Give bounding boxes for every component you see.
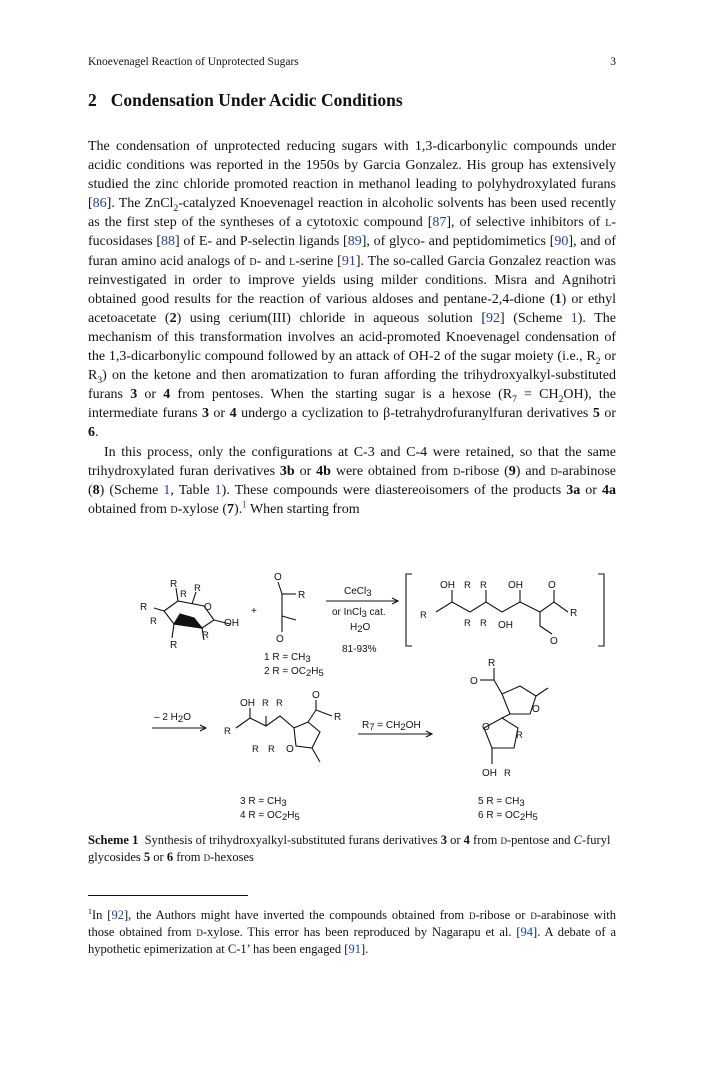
bicycle-label-R6: R bbox=[504, 768, 511, 779]
tetrahydrofuranylfuran-5-6 bbox=[470, 658, 548, 779]
yield-label: 81-93% bbox=[342, 644, 377, 655]
bicycle-furan-O: O bbox=[532, 704, 540, 715]
int-label-R4: R bbox=[464, 580, 471, 591]
citation-94-footnote[interactable]: 94 bbox=[520, 925, 534, 940]
citation-90[interactable]: 90 bbox=[554, 234, 569, 250]
citation-92[interactable]: 92 bbox=[486, 310, 501, 326]
scheme-1-figure bbox=[136, 568, 616, 836]
furan-label-R: R bbox=[334, 712, 342, 723]
citation-91-footnote[interactable]: 91 bbox=[348, 942, 361, 957]
citation-88[interactable]: 88 bbox=[160, 234, 175, 250]
caption-label: Scheme 1 bbox=[88, 833, 139, 847]
bicycle-label-R: R bbox=[488, 658, 496, 669]
int-label-R6: R bbox=[464, 618, 471, 629]
label-R4: R bbox=[170, 640, 178, 651]
compound-2-label: 2 R = OC2H5 bbox=[264, 666, 324, 679]
section-title: Condensation Under Acidic Conditions bbox=[110, 90, 403, 110]
scheme-link[interactable]: 1 bbox=[163, 482, 171, 498]
section-heading bbox=[88, 90, 403, 111]
citation-92-footnote[interactable]: 92 bbox=[111, 908, 124, 923]
citation-89[interactable]: 89 bbox=[347, 234, 362, 250]
furan-carbonyl-O: O bbox=[312, 690, 320, 701]
label-OH-anomeric: OH bbox=[224, 618, 239, 629]
furan-label-R7: R bbox=[224, 726, 231, 737]
compound-4-label: 4 R = OC2H5 bbox=[240, 810, 300, 823]
bicycle-label-R5: R bbox=[516, 730, 523, 741]
running-head bbox=[88, 56, 616, 68]
reagent-minus-water: – 2 H2O bbox=[154, 712, 191, 725]
furan-label-R4: R bbox=[262, 698, 269, 709]
int-label-OH3: OH bbox=[498, 620, 513, 631]
page-number: 3 bbox=[610, 56, 616, 68]
paragraph-1: The condensation of unprotected reducing sugars with 1,3-dicarbonylic compounds under acidic conditions was reported in the 1950s by Garcia Gonzalez. His group has extensively studied the zinc chloride promoted reaction in methanol leading to polyhydroxylated furans [86]. The ZnCl$_2$-catalyzed Knoevenagel reaction in alcoholic solvents has been used recently as the first step of the syntheses of a cytotoxic compound [87], of selective inhibitors of l-fucosidases [88] of E- and P-selectin ligands [89], of glyco- and peptidomimetics [90], and of furan amino acid analogs of d- and l-serine [91]. The so-called Garcia Gonzalez reaction was reinvestigated in order to improve yields using milder conditions. Misra and Agnihotri obtained good results for the reaction of various aldoses and pentane-2,4-dione (1) or ethyl acetoacetate (2) using cerium(III) chloride in aqueous solution [92] (Scheme 1). The mechanism of this transformation involves an acid-promoted Knoevenagel condensation of the 1,3-dicarbonylic compound followed by an attack of OH-2 of the sugar moiety (i.e., $R_2$ or $R_3$) on the ketone and then aromatization to furan affording the trihydroxyalkyl-substituted furans 3 or 4 from pentoses. When the starting sugar is a hexose $(R_7 = CH_2OH)$, the intermediate furans 3 or 4 undergo a cyclization to β-tetrahydrofuranylfuran derivatives 5 or 6. bbox=[88, 139, 617, 441]
furan-product-3-4 bbox=[224, 690, 341, 762]
int-label-OH1: OH bbox=[440, 580, 455, 591]
footnote-number: 1 bbox=[88, 907, 92, 916]
section-number: 2 bbox=[88, 90, 97, 110]
compound-1-label: 1 R = CH3 bbox=[264, 652, 311, 665]
compound-3-label: 3 R = CH3 bbox=[240, 796, 287, 809]
reaction-arrow-1 bbox=[326, 586, 398, 655]
furan-label-R6: R bbox=[252, 744, 259, 755]
dicarbonyl-compound bbox=[274, 572, 305, 645]
label-R7: R bbox=[180, 589, 187, 600]
citation-91[interactable]: 91 bbox=[341, 253, 356, 269]
label-R-dicarbonyl: R bbox=[298, 590, 306, 601]
furan-label-R5: R bbox=[268, 744, 275, 755]
carbonyl-O-top: O bbox=[274, 572, 282, 583]
int-label-R7: R bbox=[420, 610, 427, 621]
bicycle-thf-O: O bbox=[482, 722, 490, 733]
ring-oxygen: O bbox=[204, 602, 212, 613]
int-label-R5: R bbox=[480, 618, 487, 629]
furan-label-R3: R bbox=[276, 698, 283, 709]
bicycle-label-OH: OH bbox=[482, 768, 497, 779]
reaction-arrow-3 bbox=[358, 720, 432, 737]
body-text bbox=[88, 137, 616, 519]
scheme-caption: Scheme 1 Synthesis of trihydroxyalkyl-substituted furans derivatives 3 or 4 from d-pentose and C-furyl glycosides 5 or 6 from d-hexoses bbox=[88, 833, 611, 864]
footnote-rule bbox=[88, 895, 248, 896]
label-R6: R bbox=[140, 602, 148, 613]
condition-hexose: R7 = CH2OH bbox=[362, 720, 421, 733]
solvent-h2o: H2O bbox=[350, 622, 371, 635]
bicycle-carbonyl-O: O bbox=[470, 676, 478, 687]
label-R3: R bbox=[150, 616, 157, 627]
table-link[interactable]: 1 bbox=[214, 482, 222, 498]
label-R5: R bbox=[170, 579, 178, 590]
scheme-link[interactable]: 1 bbox=[570, 310, 578, 326]
furan-label-OH: OH bbox=[240, 698, 255, 709]
plus-sign: + bbox=[251, 606, 257, 617]
int-label-R: R bbox=[570, 608, 578, 619]
compound-6-label: 6 R = OC2H5 bbox=[478, 810, 538, 823]
paragraph-2: In this process, only the configurations at C-3 and C-4 were retained, so that the same trihydroxylated furan derivatives 3b or 4b were obtained from d-ribose (9) and d-arabinose (8) (Scheme 1, Table 1). These compounds were diastereoisomers of the products 3a or 4a obtained from d-xylose (7).$^1$ When starting from bbox=[88, 444, 616, 517]
running-head-title: Knoevenagel Reaction of Unprotected Sugars bbox=[88, 56, 299, 68]
label-R1: R bbox=[194, 583, 201, 594]
reagent-cecl3: CeCl3 bbox=[344, 586, 372, 599]
int-label-O2: O bbox=[550, 636, 558, 647]
reaction-arrow-2 bbox=[152, 712, 206, 731]
int-label-OH2: OH bbox=[508, 580, 523, 591]
sugar-pyranose bbox=[140, 579, 239, 651]
reaction-scheme-svg bbox=[136, 568, 616, 836]
carbonyl-O-bottom: O bbox=[276, 634, 284, 645]
reagent-incl3: or InCl3 cat. bbox=[332, 607, 386, 620]
compound-5-label: 5 R = CH3 bbox=[478, 796, 525, 809]
footnote: $^1$In [92], the Authors might have inverted the compounds obtained from d-ribose or d-arabinose with those obtained from d-xylose. This error has been reproduced by Nagarapu et al. [94]. A debate of a hypothetic epimerization at C-1’ has been engaged [91]. bbox=[88, 907, 617, 957]
footnote-marker[interactable]: 1 bbox=[242, 499, 247, 510]
furan-ring-O: O bbox=[286, 744, 294, 755]
int-label-R3: R bbox=[480, 580, 487, 591]
intermediate-bracket bbox=[406, 574, 604, 647]
label-R2: R bbox=[202, 630, 209, 641]
int-label-O: O bbox=[548, 580, 556, 591]
citation-86[interactable]: 86 bbox=[92, 196, 107, 212]
citation-87[interactable]: 87 bbox=[432, 215, 447, 231]
